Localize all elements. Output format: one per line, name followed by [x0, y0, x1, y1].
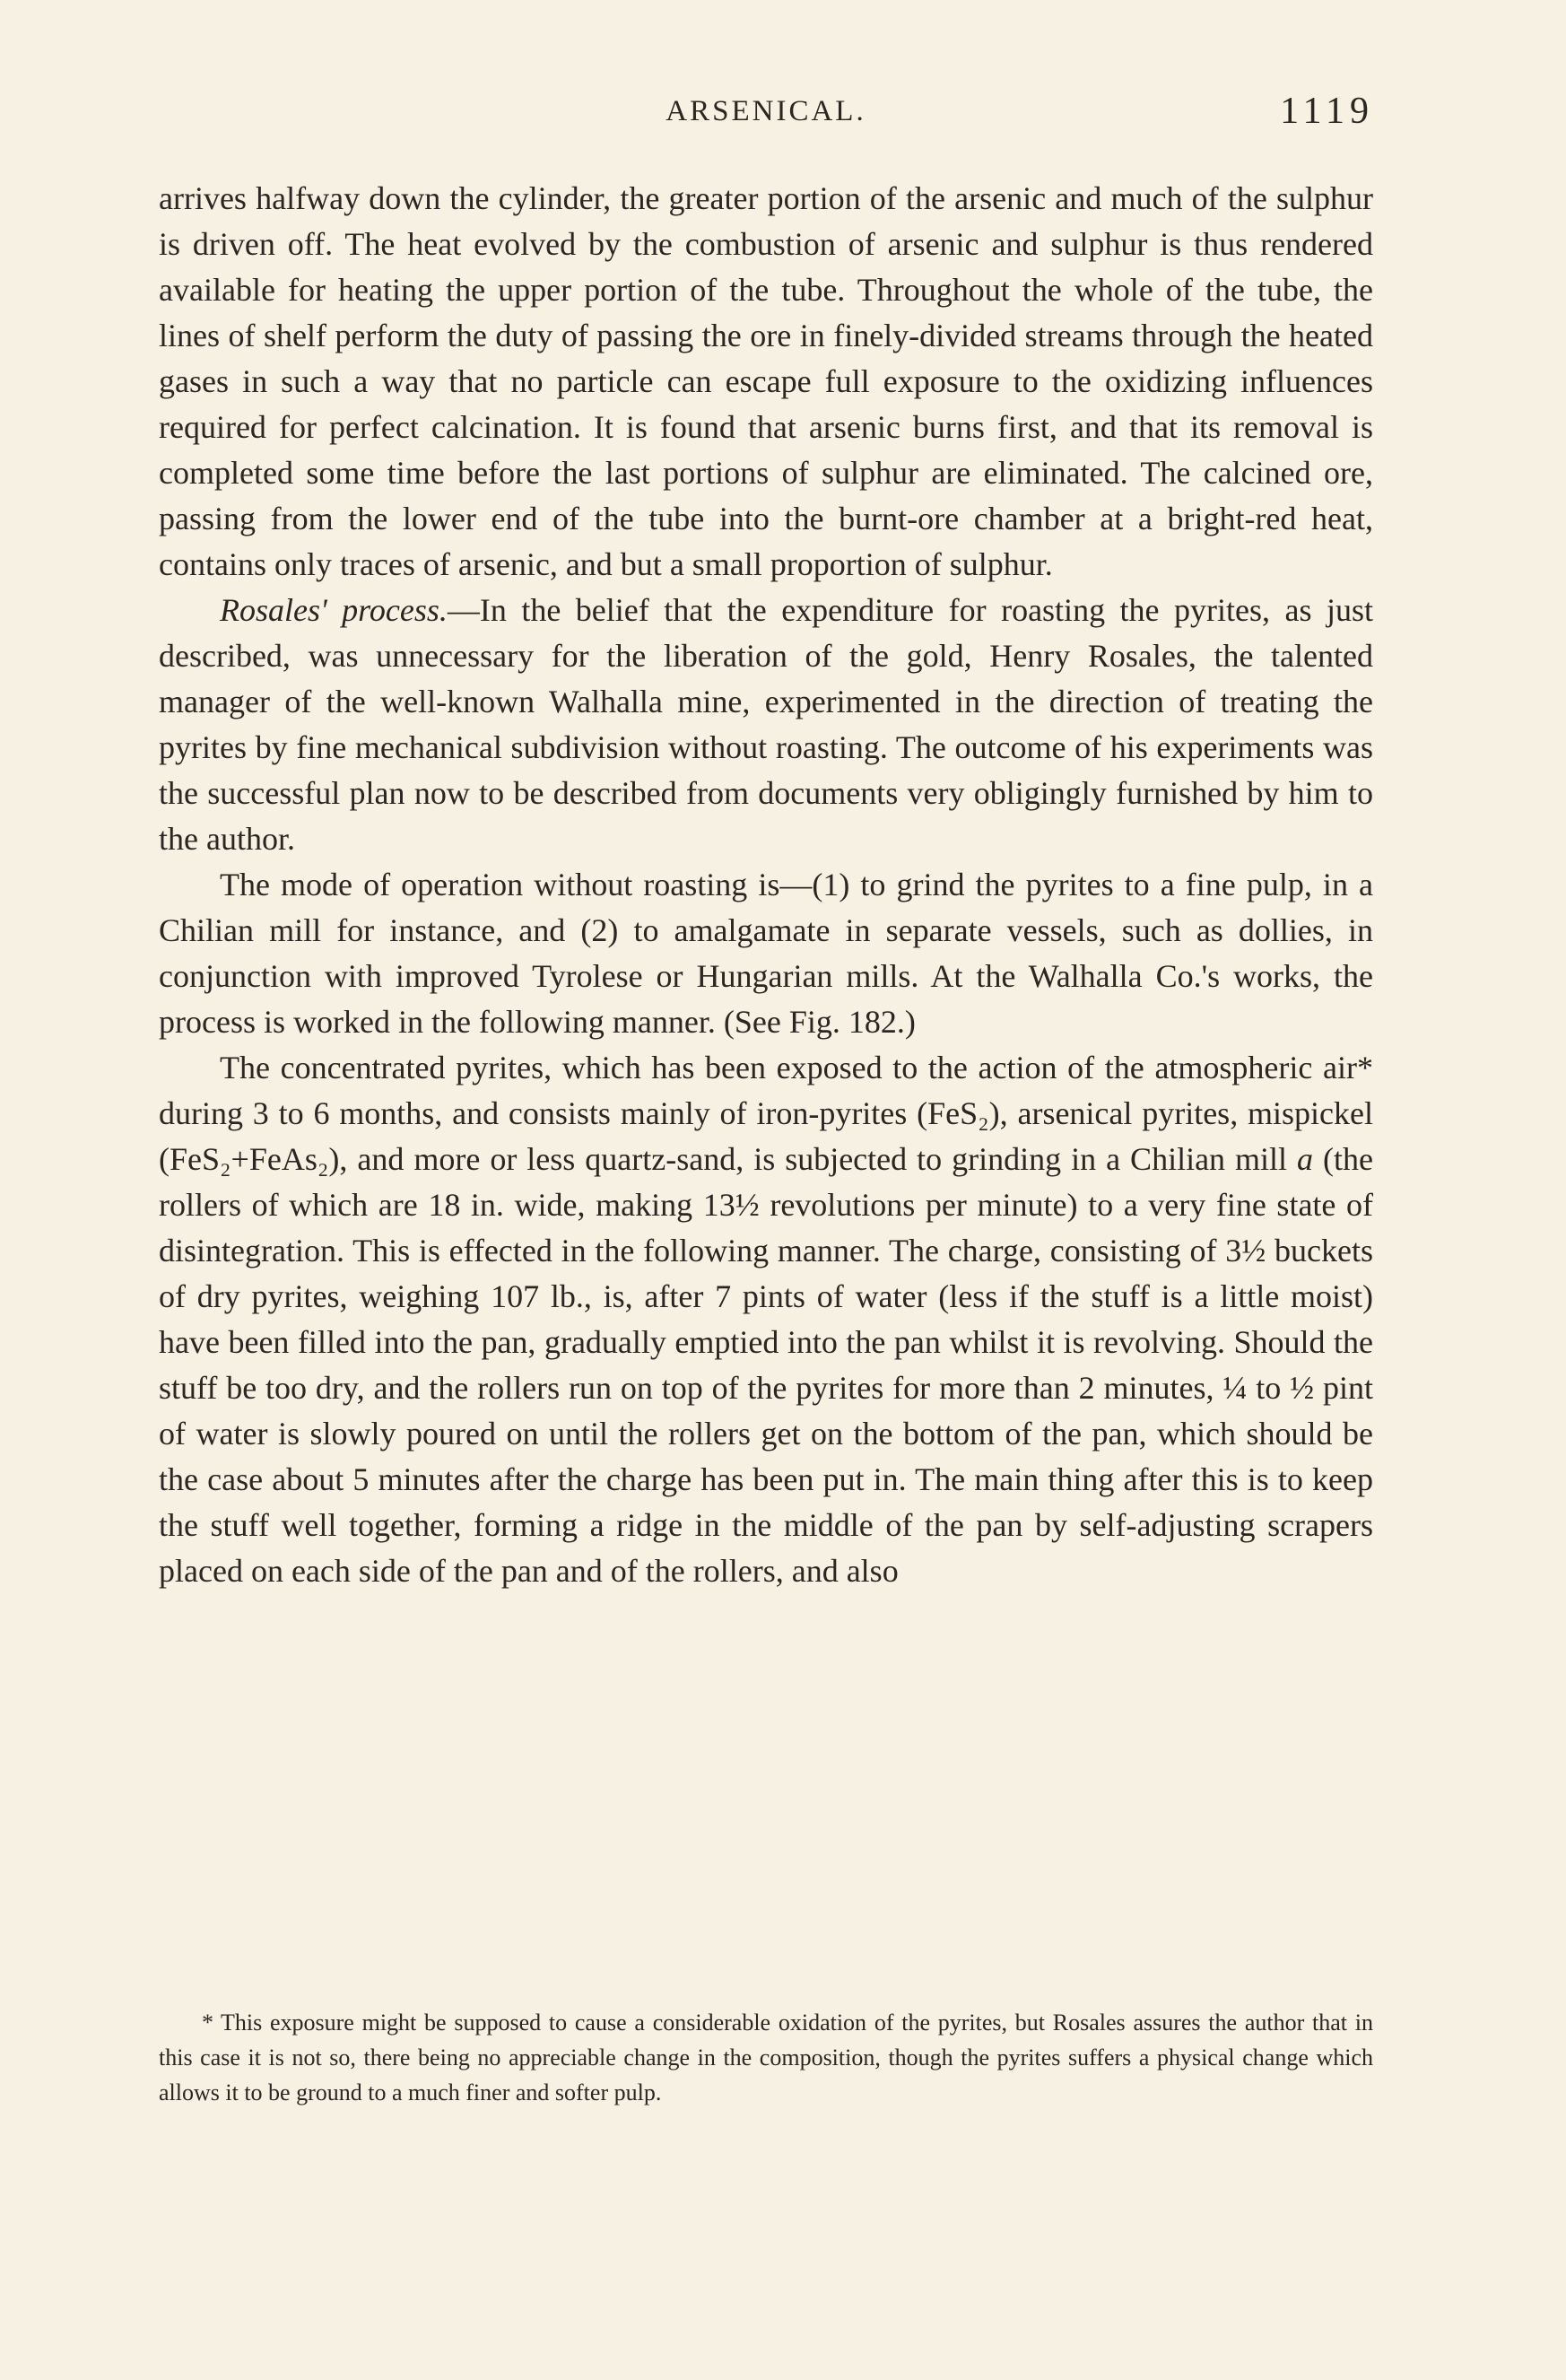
paragraph-3: The mode of operation without roasting is—(1) to grind the pyrites to a fine pulp, in a Chilian mill for instance, and (2) to amalgamate in separate vessels, such as dollies, in conjunction with improved Tyrolese or Hungarian mills. At the Walhalla Co.'s works, the process is worked in the following manner. (See Fig. 182.) [159, 867, 1373, 1040]
paragraph-2 [159, 588, 1373, 862]
mill-letter: a [1297, 1141, 1314, 1177]
paragraph-1: arrives halfway down the cylinder, the greater portion of the arsenic and much of the sulphur is driven off. The heat evolved by the combustion of arsenic and sulphur is thus rendered available for heating the upper portion of the tube. Throughout the whole of the tube, the lines of shelf perform the duty of passing the ore in finely-divided streams through the heated gases in such a way that no particle can escape full exposure to the oxidizing influences required for perfect calcination. It is found that arsenic burns first, and that its removal is completed some time before the last portions of sulphur are eliminated. The calcined ore, passing from the lower end of the tube into the burnt-ore chamber at a bright-red heat, contains only traces of arsenic, and but a small proportion of sulphur. [159, 180, 1373, 582]
paragraph-2-text: —In the belief that the expenditure for roasting the pyrites, as just described, was unnecessary for the liberation of the gold, Henry Rosales, the talented manager of the well-known Walhalla mine, experimented in the direction of treating the pyrites by fine mechanical subdivision without roasting. The outcome of his experiments was the successful plan now to be described from documents very obligingly furnished by him to the author. [159, 592, 1374, 857]
footnote-text: This exposure might be supposed to cause a considerable oxidation of the pyrites, but Rosales assures the author that in this case it is not so, there being no appreciable change in the composition, though the pyrites suffers a physical change which allows it to be ground to a much finer and softer pulp. [159, 2009, 1373, 2105]
running-title: ARSENICAL. [666, 95, 866, 127]
paragraph-4 [159, 1045, 1373, 1594]
body-text [159, 176, 1373, 1594]
paragraph-4-text-b: (the rollers of which are 18 in. wide, making 13½ revolutions per minute) to a very fine state of disintegration. This is effected in the following manner. The charge, consisting of 3½ buckets of dry pyrites, weighing 107 lb., is, after 7 pints of water (less if the stuff is a little moist) have been filled into the pan, gradually emptied into the pan whilst it is revolving. Should the stuff be too dry, and the rollers run on top of the pyrites for more than 2 minutes, ¼ to ½ pint of water is slowly poured on until the rollers get on the bottom of the pan, which should be the case about 5 minutes after the charge has been put in. The main thing after this is to keep the stuff well together, forming a ridge in the middle of the pan by self-adjusting scrapers placed on each side of the pan and of the rollers, and also [159, 1141, 1374, 1589]
paragraph-4-text-a: The concentrated pyrites, which has been exposed to the action of the atmospheric air* during 3 to 6 months, and consists mainly of iron-pyrites (FeS₂), arsenical pyrites, mispickel (FeS₂+FeAs₂), and more or less quartz-sand, is subjected to grinding in a Chilian mill [159, 1050, 1373, 1177]
running-head [158, 88, 1374, 142]
section-heading: Rosales' process. [220, 592, 448, 628]
footnote [159, 2005, 1373, 2110]
footnote-mark: * [202, 2009, 213, 2036]
page-number: 1119 [1280, 91, 1374, 132]
